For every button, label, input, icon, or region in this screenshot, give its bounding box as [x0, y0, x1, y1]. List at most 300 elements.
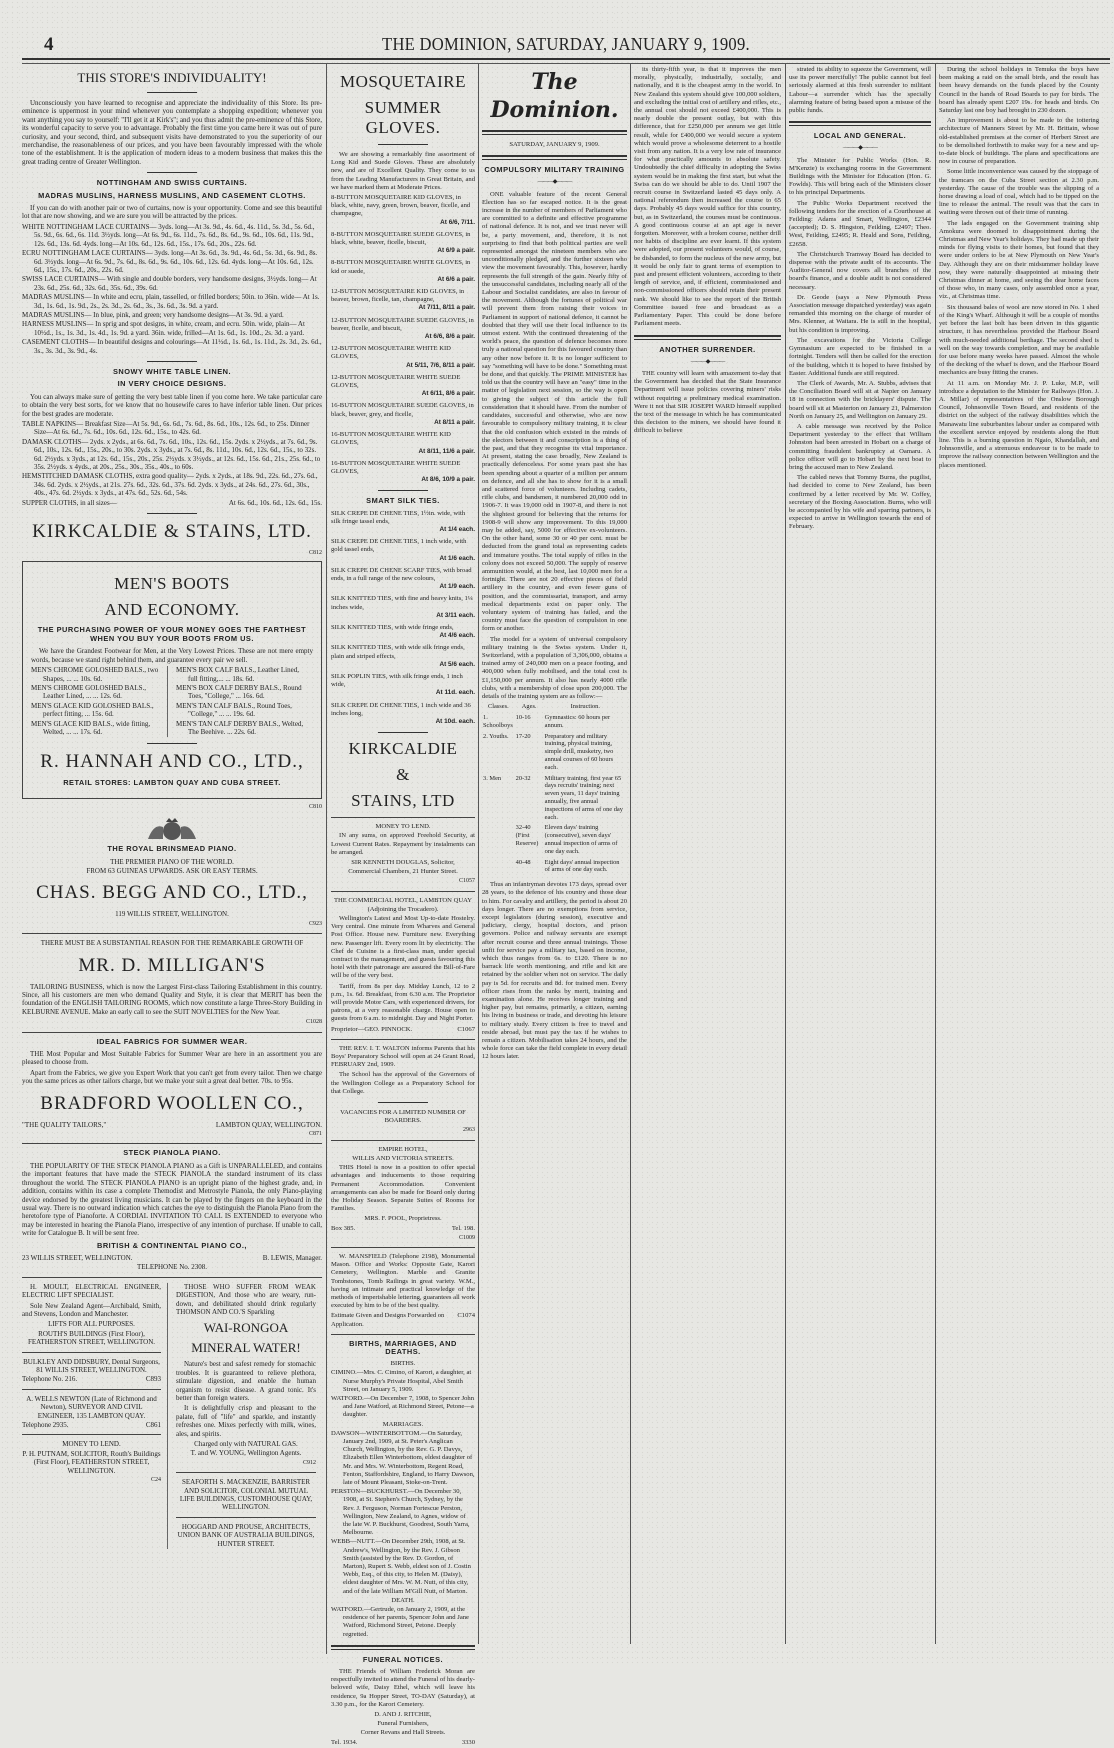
list-item: MEN'S TAN CALF DERBY BALS., Welted, The Beehive. ... 22s. 6d. — [176, 719, 304, 736]
page-number: 4 — [44, 34, 54, 55]
list-item: DAWSON—WINTERBOTTOM.—On Saturday, January 2nd, 1909, at St. Peter's Anglican Church, Wellington, by the Rev. G. P. Davys, Elizabeth Ellen Winterbottom, eldest daughter of Mr. and Mrs. W. Winterbottom, Regent Road, Fenton, Staffordshire, England, to Harry Dawson, late of Mount Pleasant, Stoke-on-Trent. — [331, 1429, 475, 1486]
item-description: SILK KNITTED TIES, with wide silk fringe ends, plain and striped effects, — [331, 644, 465, 660]
divider — [22, 1032, 322, 1033]
advertiser-name: BRADFORD WOOLLEN CO., — [40, 1092, 304, 1114]
headline: MINERAL WATER! — [191, 1340, 301, 1356]
item-price: At 6/11, 8/6 a pair. — [421, 390, 475, 398]
double-rule — [482, 130, 627, 135]
two-column-ads — [31, 666, 313, 737]
item-price: At 3/11 each. — [436, 611, 475, 619]
item-price: At 6/6, 7/11. — [440, 218, 475, 226]
centered-text: SIR KENNETH DOUGLAS, Solicitor, — [351, 859, 455, 866]
divider — [22, 1389, 161, 1390]
centered-text: Funeral Furnishers, — [377, 1720, 429, 1728]
local-and-general-column — [789, 66, 931, 534]
text-row — [22, 1421, 161, 1429]
editorial-column-continued — [634, 66, 781, 438]
item-description: SILK CREPE DE CHENE TIES, 1 inch wide, with gold tassel ends, — [331, 538, 467, 554]
paragraph: We have the Grandest Footwear for Men, at the Very Lowest Prices. These are not mere empty words, because we stand right behind them, and guarantee every pair we sell. — [31, 647, 313, 664]
section-heading: SNOWY WHITE TABLE LINEN. — [112, 366, 232, 376]
headline: WAI-RONGOA — [203, 1320, 289, 1336]
advertiser-name: KIRKCALDIE & STAINS, LTD. — [32, 521, 312, 543]
divider — [147, 361, 197, 362]
paragraph: THE Most Popular and Most Suitable Fabrics for Summer Wear are here in an assortment you are pleased to choose from. — [22, 1050, 322, 1067]
row-right-text: Tel. 198. — [451, 1224, 475, 1232]
paragraph: Some little inconvenience was caused by the stoppage of the tramcars on the Cuba Street section at 2.30 p.m. yesterday. The cause of the trouble was the slipping of a horse drawing a load of coal, which had to be tipped on the line to release the animal. The result was that the cars in waiting were thrown out of their time of running. — [939, 168, 1099, 217]
row-left-text: Telephone No. 216. — [22, 1375, 78, 1384]
table-row — [482, 733, 627, 775]
paragraph: its thirty-fifth year, is that it improves the men morally, physically, industrially, socially, and nationally, and it is the cheapest army in the world. In New Zealand this system should give 100,000 soldiers, and excluding the initial cost of artillery and rifles, etc., the annual cost should not exceed £400,000. This is nearly double the present outlay, but with this difference, that for £250,000 per annum we get little result, while for £400,000 we would secure a system which would prove a wholesome deterrent to a hostile visit from any nation. It is a very low rate of insurance for what practically amounts to absolute safety. Undoubtedly the chief difficulty in adopting the Swiss system would be in making the first start, but what the Swiss can do we should be able to do. Until 1907 the recruit course in Switzerland lasted 45 days only. A national referendum then increased the course to 65 days. Probably 45 days would suffice for this country, but, as in Switzerland, the courses must be continuous. A good continuous course at an apt age is never forgotten. Moreover, with a broken course, neither drill nor habits of discipline are ever learnt. If this system were adopted, our present volunteers would, of course, be disbanded, to form the nucleus of the new army, but it would be only fair to grant terms of exemption to past and present efficient volunteers, according to their length of service, and, if efficient, commissioned and non-commissioned officers should retain their present rank. We should like to see the report of the British Committee issued free and broadcast as a Parliamentary Paper. This could be done before Parliament meets. — [634, 66, 781, 328]
section-heading: FUNERAL NOTICES. — [362, 1654, 444, 1664]
headline: KIRKCALDIE — [348, 739, 458, 759]
paragraph: Dr. Geode (says a New Plymouth Press Association message dispatched yesterday) was again remanded this morning on the charge of murder of Mrs. Klenner, at Waitara. He is still in the hospital, but his condition is improving. — [789, 293, 931, 334]
row-right-text: C893 — [145, 1375, 161, 1384]
item-price: At 4/6 each. — [439, 632, 475, 640]
double-rule — [331, 1645, 475, 1650]
row-left-text: 23 WILLIS STREET, WELLINGTON. — [22, 1253, 133, 1262]
paragraph: THE country will learn with amazement to-day that the Government has decided that the State Insurance Department will issue policies covering miners' risks without requiring a preliminary medical examination. Were it not that SIR JOSEPH WARD himself supplied the text of the message in which he has communicated this decision to the miners, we should have found it difficult to believe — [634, 369, 781, 435]
two-column-ads — [22, 1283, 322, 1549]
divider — [147, 172, 197, 173]
column-divider — [785, 64, 786, 1644]
centered-text: MRS. F. POOL, Proprietress. — [364, 1215, 442, 1223]
item-description: SILK CREPE DE CHENE SCARF TIES, with broad ends, in a full range of the new colours, — [331, 566, 472, 582]
price-item — [331, 673, 475, 698]
paragraph: You can always make sure of getting the very best table linen if you come here. We take particular care to obtain the very best sorts, for we know that no housewife cares to have inferior table linen. Our prices for the best grades are moderate. — [22, 392, 322, 418]
table-cell: 40-48 — [515, 858, 531, 866]
table-row — [482, 775, 627, 825]
section-heading: IDEAL FABRICS FOR SUMMER WEAR. — [96, 1036, 248, 1046]
advertiser-name: MR. D. MILLIGAN'S — [78, 954, 266, 976]
centered-text: A. WELLS NEWTON (Late of Richmond and Newton), SURVEYOR AND CIVIL ENGINEER, 135 LAMBTON QUAY. — [26, 1394, 157, 1420]
table-cell: Gymnastics: 60 hours per annum. — [544, 714, 611, 729]
text-row — [331, 1026, 475, 1034]
item-description: SILK CREPE DE CHENE TIES, 1½in. wide, with silk fringe tassel ends, — [331, 509, 466, 525]
paragraph: At 11 a.m. on Monday Mr. J. P. Luke, M.P., will introduce a deputation to the Minister for Railways (Hon. J. A. Millar) of representatives of the Onslow Borough Council, Johnsonville Town Board, and residents of the district on the subject of the railway disabilities which the Manawatu line suburbanites labour under as compared with the excellent service enjoyed by residents along the Hutt line. This is a burning question in Ngaio, Khandallah, and Johnsonville, and a strenuous endeavour is to be made to improve the railway connection between Wellington and the places mentioned. — [939, 379, 1099, 469]
text-row — [22, 1375, 161, 1383]
section-heading: BIRTHS, MARRIAGES, AND DEATHS. — [349, 1338, 457, 1356]
centered-text: D. AND J. RITCHIE, — [374, 1711, 432, 1719]
table-cell: 10-16 — [515, 714, 531, 721]
section-heading: BRITISH & CONTINENTAL PIANO CO., — [97, 1240, 247, 1250]
item-description: 12-BUTTON MOSQUETAIRE WHITE KID GLOVES, — [331, 345, 451, 361]
column-divider — [935, 64, 936, 1644]
advertisement-column — [22, 66, 322, 1549]
table-cell: 3. Men — [483, 774, 502, 782]
table-header-row — [482, 703, 627, 714]
item-price: At 6/9 a pair. — [437, 247, 475, 255]
divider — [331, 1039, 475, 1040]
paragraph: H. MOULT, ELECTRICAL ENGINEER, ELECTRIC LIFT SPECIALIST. — [22, 1282, 161, 1300]
section-heading: THE ROYAL BRINSMEAD PIANO. — [107, 844, 237, 854]
row-right-text: 3330 — [461, 1738, 475, 1746]
page-header — [22, 34, 1110, 54]
list-item: MEN'S BOX CALF BALS., Leather Lined, full fitting,... ... 18s. 6d. — [176, 666, 299, 683]
centered-text: WILLIS AND VICTORIA STREETS. — [352, 1154, 454, 1162]
item-description: SILK KNITTED TIES, with wide fringe ends, — [331, 623, 454, 631]
text-row — [22, 499, 322, 507]
masthead: The Dominion. — [490, 69, 619, 123]
row-right-text: B. LEWIS, Manager. — [262, 1253, 322, 1262]
price-item — [331, 460, 475, 485]
paragraph: Wellington's Latest and Most Up-to-date Hostelry. Very central. One minute from Wharves and General Post Office. House new. Furniture new. Everything new. Passenger lift. Every room lit by electricity. The Chef de Cuisine is a first-class man, under special contract to the management, and guests favouring this hotel with their patronage are assured the Bill-of-Fare will be of the very best. — [331, 915, 475, 980]
ad-code: C812 — [308, 550, 322, 557]
centered-text: Commercial Chambers, 21 Hunter Street. — [348, 868, 458, 876]
centered-text: THE COMMERCIAL HOTEL, LAMBTON QUAY — [333, 896, 473, 904]
ad-code: C923 — [308, 920, 322, 927]
centered-text: HOGGARD AND PROUSE, ARCHITECTS, UNION BANK OF AUSTRALIA BUILDINGS, HUNTER STREET. — [177, 1522, 315, 1548]
divider — [331, 817, 475, 818]
section-heading: SMART SILK TIES. — [366, 496, 440, 506]
table-cell: 2. Youths. — [483, 732, 509, 740]
paragraph: The Minister for Public Works (Hon. R. M'Kenzie) is exchanging rooms in the Government Buildings with the Minister for Education (Hon. G. Fowlds). This will bring each of the Ministers closer to his principal Departments. — [789, 156, 931, 197]
row-left-text: SUPPER CLOTHS, in all sizes— — [22, 498, 117, 507]
paragraph: The Christchurch Tramway Board has decided to dispense with the private audit of its accounts. The Auditor-General now covers all branches of the board's finance, and a double audit is not considered necessary. — [789, 250, 931, 291]
centered-text: DEATH. — [391, 1596, 415, 1604]
list-item: MEN'S GLACE KID GOLOSHED BALS., perfect fitting, ... 15s. 6d. — [31, 701, 154, 719]
section-heading: MADRAS MUSLINS, HARNESS MUSLINS, AND CASEMENT CLOTHS. — [38, 190, 306, 200]
paragraph: A cable message was received by the Police Department yesterday to the effect that William Johnston had been arrested in Hobart on a charge of committing fraudulent bankruptcy at Oamaru. A police officer will go to Hobart by the next boat to bring the accused man to New Zealand. — [789, 422, 931, 471]
divider — [22, 1434, 161, 1435]
list-item: ECRU NOTTINGHAM LACE CURTAINS— 3yds. long—At 3s. 6d., 3s. 9d., 4s. 6d., 5s. 3d., 6s. 9d., 8s. 6d. 3½yds. long—At 6s. 9d., 7s. 6d., 8s. 6d., 9s. 6d., 10s. 6d., 12s. 6d. 4yds. long—At 10s. 6d., 12s. 6d., 15s., 17s. 6d., 20s., 22s. 6d. — [22, 249, 318, 274]
paragraph: W. MANSFIELD (Telephone 2198), Monumental Mason. Office and Works: Opposite Gate, Karori Cemetery, Wellington. Marble and Granite Tombstones, Tomb Railings in great variety. W.M., having an intimate and practical knowledge of the methods of imperishable lettering, guarantees all work executed by him to be of the best quality. — [331, 1252, 475, 1310]
centered-text: MONEY TO LEND. — [62, 1440, 121, 1449]
item-price: At 6/6, 8/6 a pair. — [424, 333, 475, 341]
column-divider — [478, 64, 479, 1644]
table-cell: 17-20 — [515, 732, 531, 740]
item-price: At 1/4 each. — [439, 525, 475, 533]
centered-text: 119 WILLIS STREET, WELLINGTON. — [115, 910, 229, 919]
table-row — [482, 859, 627, 878]
item-description: SILK CREPE DE CHENE TIES, 1 inch wide and 36 inches long, — [331, 701, 471, 717]
row-left-text: Estimate Given and Designs Forwarded on Application. — [331, 1312, 445, 1328]
divider — [22, 1277, 322, 1278]
table-header: Ages. — [521, 703, 537, 711]
centered-text: TELEPHONE No. 2308. — [137, 1263, 207, 1272]
ad-code: C1009 — [458, 1234, 475, 1241]
ad-subcolumn — [176, 666, 313, 737]
section-heading: STECK PIANOLA PIANO. — [123, 1148, 221, 1158]
ad-code: C912 — [302, 1459, 316, 1466]
paragraph: It is delightfully crisp and pleasant to the palate, full of "life" and sparkle, and instantly refreshes one. Mixes perfectly with milk, wines, ales, and spirits. — [176, 1404, 316, 1438]
row-left-text: Proprietor—GEO. PINNOCK. — [331, 1025, 413, 1033]
row-left-text: Tel. 1934. — [331, 1738, 358, 1746]
centered-text: SEAFORTH S. MACKENZIE, BARRISTER AND SOLICITOR, COLONIAL MUTUAL LIFE BUILDINGS, CUSTOMHOUSE QUAY, WELLINGTON. — [179, 1478, 313, 1512]
row-right-text: C861 — [145, 1421, 161, 1430]
advertisement-notices-column — [331, 66, 475, 1748]
paragraph: ONE valuable feature of the recent General Election has so far escaped notice. It is the great increase in the number of members of Parliament who are committed to a definite and effective programme of national defence. It is not, and we trust never will be, a party movement, and, therefore, it is not surprising to find that both political parties are well represented amongst the nineteen members who are unconditionally pledged, and the further sixteen who view the movement favourably. This, however, hardly represents the full strength of the gain. Nearly fifty of the unsuccessful candidates, including nearly all of the Labour and Socialist candidates, are also in favour of the movement. Although the fortunes of political war will prevent them from raising their voices in Parliament in support of national defence, it cannot be doubted that they will use their local influence to its utmost extent. With the continued threatening of the world's peace, the question of defence becomes more truly a national question for this favoured country than any other now before it. It is no longer sufficient to say "something will have to be done." Something must be done, and that quickly. The PRIME MINISTER has told us that the country will have an "easy" time in the matter of legislation next session, so the way is open to giving the subject of this article the full consideration that it should have. From the number of candidates, successful and otherwise, who are now favourable to compulsory military training, it is clear that the old confusion which existed in the minds of the electors between it and conscription is a thing of the past, and that they recognise its vital importance. At present, stating the case broadly, New Zealand is practically defenceless. For some years past she has been spending about a quarter of a million per annum on defence, and all she has to show for it is a small and scattered force of volunteers. Including cadets, rifle clubs, and bandsmen, it numbered 20,000 odd in 1906-7. It was 19,000 odd in 1907-8, and there is not the slightest ground for believing that the returns for 1908-9 will show any improvement. To this 19,000 may be added, say, 5000 for effective ex-volunteers. On the other hand, some 30 or 40 per cent. must be deducted from the grand total as representing cadets and immature youths. The total supply of rifles in the colony does not exceed 50,000. The supply of reserve ammunition would, at the best, last 10,000 men for a fortnight. There are not 20 effective pieces of field artillery in the country, and even fewer guns of position, and the commissariat, transport, and army medical departments exist on paper only. The voluntary system of training has failed, and the country must face the question of compulsion in one form or another. — [482, 190, 627, 633]
price-item — [331, 624, 475, 640]
headline: MOSQUETAIRE — [340, 72, 466, 91]
section-heading: THE PURCHASING POWER OF YOUR MONEY GOES THE FARTHEST WHEN YOU BUY YOUR BOOTS FROM US. — [37, 625, 307, 643]
item-price: At 6/6 a pair. — [437, 275, 475, 283]
advertiser-name: R. HANNAH AND CO., LTD., — [40, 751, 304, 773]
paragraph: The model for a system of universal compulsory military training is the Swiss system. Under it, Switzerland, with a population of 3,306,000, obtains a trained army of 240,000 men on a peace footing, and 400,000 when fully mobilised, and the total cost is £1,150,000 per annum. It also has nearly 4000 rifle clubs, with a membership of close upon 200,000. The details of the training system are as follow:— — [482, 635, 627, 700]
list-item: MADRAS MUSLINS— In white and ecru, plain, tasselled, or frilled borders; 50in. to 36in. wide— At 1s. 3d., 1s. 6d., 1s. 9d., 2s., 2s. 3d., 2s. 6d., 3s., 3s. 6d., 3s. 9d. a yard. — [22, 293, 320, 310]
centered-text: VACANCIES FOR A LIMITED NUMBER OF BOARDERS. — [340, 1109, 466, 1125]
section-heading: LOCAL AND GENERAL. — [813, 131, 907, 141]
row-right-text: At 6s. 6d., 10s. 6d., 12s. 6d., 15s. — [228, 498, 322, 507]
ad-code: C871 — [308, 1131, 322, 1138]
divider — [331, 1247, 475, 1248]
table-cell: 32-40 (First Reserve) — [515, 824, 539, 847]
headline: MEN'S BOOTS — [114, 574, 230, 594]
double-rule — [634, 335, 781, 340]
headline: THIS STORE'S INDIVIDUALITY! — [77, 70, 267, 85]
divider — [378, 732, 428, 733]
ad-code: 2963 — [463, 1127, 475, 1134]
section-heading: RETAIL STORES: LAMBTON QUAY AND CUBA STREET. — [63, 778, 281, 788]
ad-subcolumn — [22, 1283, 168, 1549]
item-price: At 11d. each. — [435, 689, 475, 697]
table-header: Instruction. — [570, 703, 600, 711]
item-description: 8-BUTTON MOSQUETAIRE KID GLOVES, in black, white, navy, green, brown, beaver, ficelle, and champagne, — [331, 194, 471, 218]
section-heading: NOTTINGHAM AND SWISS CURTAINS. — [96, 178, 248, 188]
list-item: CIMINO.—Mrs. C. Cimino, of Karori, a daughter, at Nurse Murphy's Private Hospital, Abel Smith Street, on January 5, 1909. — [331, 1369, 472, 1393]
headline: AND ECONOMY. — [104, 600, 240, 620]
paragraph: THE POPULARITY OF THE STECK PIANOLA PIANO as a Gift is UNPARALLELED, and contains the important features that have made the STECK PIANOLA the standard instrument of its class throughout the world. The STECK PIANOLA PIANO is an upright piano of the highest grade, and, in addition, contains within its case a complete Themodist and Metrostyle Pianola, the only Piano-playing device endorsed by the greatest living musicians. It can be played by the fingers on the keyboard in the usual way. There is no outward indication which catches the eye to distinguish the Pianola Piano from the heretofore type of Pianoforte. A CORDIAL INVITATION TO CALL IS EXTENDED to everyone who may be interested in hearing the Pianola Piano, irrespective of any intention of purchase. If unable to call, write for Catalogue B. It will be sent free. — [22, 1161, 322, 1238]
list-item: HEMSTITCHED DAMASK CLOTHS, extra good quality— 2yds. x 2yds., at 18s. 9d., 22s. 6d., 27s. 6d., 34s. 6d. 2yds. x 2½yds., at 21s. 27s. 6d., 32s. 6d., 37s. 6d. 2yds. x 3yds., at 24s. 6d., 27s. 6d., 30s., 40s., 47s. 6d. 2½yds. x 3yds., at 47s. 6d., 52s. 6d., 54s. — [22, 472, 318, 498]
item-description: 12-BUTTON MOSQUETAIRE SUEDE GLOVES, in beaver, ficelle, and biscuit, — [331, 316, 474, 332]
price-item — [331, 538, 475, 563]
row-left-text: Box 385. — [331, 1224, 356, 1232]
text-row — [331, 1739, 475, 1747]
ad-code: C1028 — [305, 1019, 322, 1026]
price-item — [331, 231, 475, 256]
list-item: WATFORD.—On December 7, 1908, to Spencer John and Jane Watford, at Richmond Street, Petone—a daughter. — [331, 1394, 475, 1419]
item-price: At 8/11, 11/6 a pair. — [418, 447, 475, 455]
text-row — [22, 1121, 322, 1129]
divider — [378, 490, 428, 491]
centered-text: (Adjoining the Trocadero). — [367, 905, 439, 913]
item-price: At 1/6 each. — [439, 554, 475, 562]
royal-crest-icon — [144, 817, 200, 841]
item-price: At 8/11 a pair. — [434, 418, 475, 426]
price-item — [331, 345, 475, 370]
row-right-text: LAMBTON QUAY, WELLINGTON. — [215, 1120, 322, 1129]
ornament-divider — [634, 358, 781, 366]
divider — [176, 1517, 316, 1518]
double-rule — [482, 155, 627, 160]
item-price: At 5/6 each. — [439, 660, 475, 668]
price-item — [331, 431, 475, 456]
divider — [378, 144, 428, 145]
row-left-text: Telephone 2935. — [22, 1421, 69, 1430]
centered-text: MARRIAGES. — [382, 1420, 424, 1428]
paragraph: The Clerk of Awards, Mr. A. Stubbs, advises that the Conciliation Board will sit at Napier on January 18 in connection with the bricklayers' dispute. The board will sit at Masterton on January 21, Palmerston North on January 25, and Wellington on January 29. — [789, 379, 931, 420]
list-item: SWISS LACE CURTAINS— With single and double borders, very handsome designs, 3½yds. long— At 23s. 6d., 25s. 6d., 32s. 6d., 35s. 6d., 39s. 6d. — [22, 275, 317, 292]
centered-text: THERE MUST BE A SUBSTANTIAL REASON FOR THE REMARKABLE GROWTH OF — [40, 939, 304, 948]
table-cell: Military training, first year 65 days recruits' training; next seven years, 11 days' training annually, five annual inspections of arms of one day each. — [544, 774, 623, 821]
centered-text: P. H. PUTNAM, SOLICITOR, Routh's Buildings (First Floor), FEATHERSTON STREET, WELLINGTON. — [22, 1449, 161, 1475]
section-heading: COMPULSORY MILITARY TRAINING — [484, 165, 625, 175]
centered-text: EMPIRE HOTEL, — [378, 1145, 428, 1153]
divider — [22, 933, 322, 934]
paragraph: An improvement is about to be made to the tottering architecture of Manners Street by Mr. H. Brittain, whose old-established premises at the corner of Herbert Street are to be demolished forthwith to make way for a new and up-to-date block of buildings. The plans and specifications are now in course of preparation. — [939, 117, 1099, 166]
paragraph: If you can do with another pair or two of curtains, now is your opportunity. Come and see this beautiful lot that are now showing, and we are sure you will be attracted by the prices. — [22, 204, 322, 221]
divider — [176, 1472, 316, 1473]
list-item: HARNESS MUSLINS— In sprig and spot designs, in white, cream, and ecru. 50in. wide, plain— At 10½d., 1s., 1s. 3d., 1s. 4d., 1s. 9d. a yard. 36in. wide, frilled—At 1s. 6d., 1s. 10d., 2s. 3d. a yard. — [22, 320, 305, 337]
header-rule — [22, 58, 1110, 64]
list-item: TABLE NAPKINS— Breakfast Size—At 5s. 9d., 6s. 6d., 7s. 6d., 8s. 6d., 10s., 12s. 6d., to 25s. Dinner Size—At 6s. 6d., 7s. 6d., 10s. 6d., 12s. 6d., 15s., to 42s. 6d. — [22, 420, 310, 437]
row-right-text: C1074 — [457, 1312, 475, 1320]
price-item — [331, 510, 475, 535]
item-price: At 8/6, 10/9 a pair. — [421, 476, 475, 484]
item-description: SILK POPLIN TIES, with silk fringe ends, 1 inch wide, — [331, 672, 463, 689]
list-item: MEN'S CHROME GOLOSHED BALS., two Shapes, ... ... 10s. 6d. — [31, 666, 159, 683]
item-description: 8-BUTTON MOSQUETAIRE SUEDE GLOVES, in black, white, beaver, ficelle, biscuit, — [331, 230, 471, 247]
divider — [147, 92, 197, 93]
paragraph: Six thousand bales of wool are now stored in No. 1 shed of the King's Wharf. Although it will be a couple of months yet before the last bolt has been driven in this gigantic structure, it has nevertheless provided the Harbour Board with much-needed additional berthage. The second shed is well on the way towards completion, and may be available for use before many weeks have passed. Almost the whole of the decking of the wharf is down, and the Harbour Board mechanics are busy fitting the cranes. — [939, 303, 1099, 377]
table-row — [482, 714, 627, 733]
section-heading: IN VERY CHOICE DESIGNS. — [117, 379, 227, 389]
table-cell: Eleven days' training (consecutive), seven days' annual inspection of arms of one day each. — [544, 824, 618, 855]
centered-text: BIRTHS. — [390, 1360, 416, 1368]
news-items-column — [939, 66, 1099, 472]
headline: STAINS, LTD — [351, 791, 455, 811]
ad-code: C1057 — [458, 878, 475, 885]
list-item: MEN'S BOX CALF DERBY BALS., Round Toes, "College," ... 16s. 6d. — [176, 683, 302, 701]
centered-text: FROM 63 GUINEAS UPWARDS. ASK OR EASY TERMS. — [86, 866, 258, 875]
paragraph: TAILORING BUSINESS, which is now the Largest First-class Tailoring Establishment in this country. Since, all his customers are men who demand Quality and Style, it is clear that MERIT has been the foundation of the ENGLISH TAILORING ROOMS, which now constitute a large Three-Story Building in KELBURNE AVENUE. Make an early call to see the SUIT NOVELTIES for the New Year. — [22, 982, 322, 1016]
paragraph: Tariff, from 8s per day. Midday Lunch, 12 to 2 p.m., 1s. 6d. Breakfast, from 6.30 a.m. The Proprietor will provide Motor Cars, with experienced drivers, for patrons, at a very reasonable charge. House open to guests from 6 a.m. to midnight. Day and Night Porter. — [331, 982, 475, 1023]
centered-text: ROUTH'S BUILDINGS (First Floor), FEATHERSTON STREET, WELLINGTON. — [27, 1329, 156, 1347]
list-item: DAMASK CLOTHS— 2yds. x 2yds., at 6s. 6d., 7s. 6d., 10s., 12s. 6d., 15s. 2yds. x 2½yds., at 7s. 6d., 9s. 6d., 10s., 12s. 6d., 15s., 20s., to 30s. 2yds. x 3yds., at 7s. 6d., 8s. 11d., 10s. 6d., 12s. 6d., 15s., to 32s. 6d. 2½yds. x 3yds., at 12s. 6d., 15s., 20s., 25s. 2½yds. x 3½yds., at 12s. 6d., 15s. 6d., 21s., 25s. 6d., to 35s. 2½yds. x 4yds., at 20s., 25s., 30s., 35s., 40s., to 60s. — [22, 437, 321, 472]
paragraph: Nature's best and safest remedy for stomachic troubles. It is guaranteed to relieve plethora, stimulate digestion, and enable the human organism to resist disease. A grand tonic. It's better than foreign waters. — [176, 1360, 316, 1402]
editorial-column — [482, 66, 627, 1064]
paragraph: During the school holidays in Temuka the boys have been making a raid on the small birds, and the result has been heavy demands on the funds placed by the County Council in the hands of Road Boards to pay for birds. The board has already spent £207 19s. for heads and birds. On Saturday last one boy had brought in 230 dozen. — [939, 66, 1099, 115]
text-row — [331, 1312, 475, 1328]
newspaper-title: THE DOMINION, SATURDAY, JANUARY 9, 1909. — [382, 34, 750, 54]
item-description: 12-BUTTON MOSQUETAIRE KID GLOVES, in beaver, brown, ficelle, tan, champagne, — [331, 288, 465, 304]
item-price: At 1/9 each. — [439, 583, 475, 591]
price-item — [331, 194, 475, 227]
row-left-text: "THE QUALITY TAILORS," — [22, 1120, 107, 1129]
item-description: 8-BUTTON MOSQUETAIRE WHITE GLOVES, in kid or suede, — [331, 259, 471, 275]
divider — [147, 513, 197, 514]
item-price: At 10d. each. — [435, 717, 475, 725]
item-price: At 7/11, 8/11 a pair. — [418, 304, 475, 312]
list-item: MEN'S TAN CALF BALS., Round Toes, "College," ... ... 19s. 6d. — [176, 701, 292, 719]
paragraph: The Public Works Department received the following tenders for the erection of a Courthouse at Feilding: Adams and Smart, Wellington, £2344 (accepted); D. S. Hingston, Feilding, £2497; Theo. West, Feilding, £2495; R. Heald and Sons, Feilding, £2658. — [789, 199, 931, 248]
ornament-divider — [789, 144, 931, 152]
paragraph: The cabled news that Tommy Burns, the pugilist, had decided to come to New Zealand, has been confirmed by a letter received by Mr. W. Coffey, secretary of the Boxing Association. Burns, who will be accompanied by his wife and sparring partners, is expected to arrive in Wellington towards the end of February. — [789, 474, 931, 531]
price-item — [331, 644, 475, 669]
advertiser-name: CHAS. BEGG AND CO., LTD., — [36, 882, 308, 904]
headline: SUMMER GLOVES. — [364, 98, 442, 137]
list-item: MEN'S GLACE KID BALS., wide fitting, Welted, ... ... 17s. 6d. — [31, 719, 151, 736]
price-item — [331, 595, 475, 620]
ad-subcolumn — [176, 1283, 322, 1549]
paragraph: We are showing a remarkably fine assortment of Long Kid and Suede Gloves. These are absolutely new, and are of Excellent Quality. They come to us from the Leading Manufacturers in Great Britain, and we have marked them at Moderate Prices. — [331, 151, 475, 191]
item-description: 16-BUTTON MOSQUETAIRE WHITE KID GLOVES, — [331, 431, 451, 447]
price-item — [331, 402, 475, 427]
table-cell: 1. Schoolboys — [483, 714, 513, 729]
list-item: WEBB—NUTT.—On December 29th, 1908, at St. Andrew's, Wellington, by the Rev. J. Gibson Smith (assisted by the Rev. D. Gordon, of Marton), Rupert S. Webb, eldest son of J. Costin Webb, Esq., of this city, to Helen M. (Daisy), eldest daughter of Mrs. W. M. Nutt, of this city, and of the late William M'Gill Nutt, of Marton. — [331, 1538, 471, 1595]
divider — [331, 891, 475, 892]
divider — [331, 1140, 475, 1141]
divider — [147, 743, 197, 744]
paragraph: THIS Hotel is now in a position to offer special advantages and inducements to those requiring Permanent Accommodation. Convenient arrangements can also be made for Board only during the Holiday Season. Separate Suites of Rooms for Families. — [331, 1164, 475, 1213]
price-item — [331, 567, 475, 592]
divider — [22, 1352, 161, 1353]
price-item — [331, 288, 475, 313]
paragraph: The School has the approval of the Governors of the Wellington College as a Preparatory School for that College. — [331, 1071, 475, 1095]
item-description: 16-BUTTON MOSQUETAIRE SUEDE GLOVES, in black, beaver, grey, and ficelle, — [331, 402, 474, 418]
section-heading: ANOTHER SURRENDER. — [659, 344, 756, 354]
bordered-advertisement — [22, 561, 322, 798]
divider — [378, 1102, 428, 1103]
centered-text: SATURDAY, JANUARY 9, 1909. — [509, 141, 600, 148]
paragraph: The excavations for the Victoria College Gymnasium are expected to be finished in a fortnight. Tenders will then be called for the erection of the building, which it is hoped to have finished by Easter. Additional funds are still required. — [789, 336, 931, 377]
price-item — [331, 374, 475, 399]
column-divider — [326, 64, 327, 1654]
table-cell — [482, 824, 515, 858]
table-cell: 20-32 — [515, 774, 531, 782]
row-right-text: C1067 — [457, 1025, 475, 1033]
centered-text: LIFTS FOR ALL PURPOSES. — [48, 1320, 135, 1329]
text-row — [331, 1225, 475, 1233]
centered-text: BULKLEY AND DIDSBURY, Dental Surgeons, 81 WILLIS STREET, WELLINGTON. — [23, 1357, 160, 1374]
column-divider — [630, 64, 631, 1644]
paragraph: THE REV. I. T. WALTON informs Parents that his Boys' Preparatory School will open at 24 Grant Road, FEBRUARY 2nd, 1909. — [331, 1044, 475, 1069]
divider — [22, 1143, 322, 1144]
centered-text: Corner Revans and Hall Streets. — [360, 1729, 446, 1737]
price-item — [331, 317, 475, 342]
ornament-divider — [482, 178, 627, 186]
price-item — [331, 702, 475, 727]
text-row — [22, 1254, 322, 1262]
paragraph: THE Friends of William Frederick Moran are respectfully invited to attend the Funeral of his dearly-beloved wife, Daisy Ethel, which will leave his residence, 9a Hopper Street, TO-DAY (Saturday), at 3.30 p.m., for the Karori Cemetery. — [331, 1668, 475, 1708]
list-item: MADRAS MUSLINS— In blue, pink, and green; very handsome designs—At 3s. 9d. a yard. — [22, 310, 284, 319]
table-row — [482, 824, 627, 858]
item-price: At 5/11, 7/6, 8/11 a pair. — [406, 361, 475, 369]
paragraph: strated its ability to squeeze the Government, will use its power mercifully! The public cannot but feel seriously alarmed at this fresh surrender to militant Labour—a surrender which has the specially alarming feature of being based upon a misuse of the public funds. — [789, 66, 931, 115]
table-cell: Preparatory and military training, physical training, simple drill, musketry, two annual courses of 60 hours each. — [544, 732, 614, 771]
centered-text: Charged only with NATURAL GAS. — [194, 1440, 298, 1449]
paragraph: Unconsciously you have learned to recognise and appreciate the individuality of this Store. Its pre-eminence is uppermost in your mind whenever you contemplate a shopping expedition; whenever you want anything you say to yourself: "I'll get it at Kirk's"; and you thus admit the pre-eminence of this Store, its wonderful capacity to serve you to advantage. Probably the first time you came here it was out of pure curiosity, and your second, third, and subsequent visits have demonstrated to you the superiority of our merchandise, the reasonableness of our prices, and you have been favourably impressed with the whole tone of the establishment. It is the application of modern ideas to a modern business that makes this the great trading centre of Greater Wellington. — [22, 99, 322, 166]
paragraph: Apart from the Fabrics, we give you Expert Work that you can't get from every tailor. Then we charge you the same prices as other tailors charge, but we make your suit a great deal better. 70s. to 95s. — [22, 1068, 322, 1086]
list-item: WATFORD.—Gertrude, on January 2, 1909, at the residence of her parents, Spencer John and Jane Watford, Richmond Street, Petone. Deeply regretted. — [331, 1606, 469, 1638]
item-description: 16-BUTTON MOSQUETAIRE WHITE SUEDE GLOVES, — [331, 459, 461, 475]
centered-text: THE PREMIER PIANO OF THE WORLD. — [110, 857, 234, 866]
paragraph: Thus an infantryman devotes 173 days, spread over 28 years, to the defence of his country and those dear to him. For cavalry and artillery, the period is about 20 days longer. There are no exemptions from service, except legislators (during session), executive and judiciary, clergy, hospital doctors, and prison governors. Police and railway servants are exempt after recruit course and three annual trainings. Those unfit for service pay a military tax, based on income, which thus ranges from 6s. to £120. There is no barrack life worth mentioning, and rifle and kit are retained by the soldier when not on service. The daily pay is 5d. for recruits and 8d. for trained men. Every officer rises from the ranks by merit, training and examination alone. He receives longer training and higher pay, but remains, primarily, a citizen, earning his living in business or trade, and devoting his leisure to military study. Every citizen is free to travel and reside abroad, but must pay the tax if he wishes to remain a citizen. Mobilisation takes 24 hours, and the whole force can take the field complete in every detail 12 hours later. — [482, 881, 627, 1061]
centered-text: MONEY TO LEND. — [375, 823, 431, 831]
list-item: WHITE NOTTINGHAM LACE CURTAINS— 3yds. long—At 3s. 9d., 4s. 6d., 4s. 11d., 5s. 3d., 5s. 6d., 5s. 9d., 6s. 6d., 6s. 11d. 3½yds. long—At 6s. 9d., 6s. 11d., 7s. 6d., 8s. 6d., 9s. 6d., 10s. 6d., 11s. 9d., 12s. 6d., 13s. 6d. 4yds. long—At 10s. 6d., 12s. 6d., 15s., 17s. 6d., 20s., 22s. 6d. — [22, 222, 315, 248]
divider — [331, 1334, 475, 1335]
paragraph: THOSE WHO SUFFER FROM WEAK DIGESTION, And those who are weary, run-down, and debilitated should drink regularly THOMSON AND CO.'S Sparkling — [176, 1282, 316, 1316]
item-description: 12-BUTTON MOSQUETAIRE WHITE SUEDE GLOVES, — [331, 373, 461, 390]
item-description: SILK KNITTED TIES, with fine and heavy knits, 1¼ inches wide, — [331, 595, 473, 611]
double-rule — [789, 121, 931, 126]
paragraph: The lads engaged on the Government training ship Amokura were doomed to disappointment during the Christmas and New Year's holidays. They had made up their minds for flying visits to their homes, but found that they were under orders to be at New Plymouth on New Year's Day. Although they are on their midsummer holiday leave now, they were naturally disappointed at missing their Christmas dinner at home, and seeing the dear home faces of those who, in many cases, only assembled once a year, viz., at Christmas time. — [939, 219, 1099, 301]
table-header: Classes. — [487, 703, 509, 711]
list-item: PERSTON—BUCKHURST.—On December 30, 1908, at St. Stephen's Church, Sydney, by the Rev. J. Ferguson, Norman Fortescue Perston, Wellington, New Zealand, to Agnes, widow of the late W. P. Buckhurst, Goodrest, South Yarra, Melbourne. — [331, 1488, 470, 1537]
table-cell — [482, 859, 515, 878]
table-cell: Eight days' annual inspection of arms of one day each. — [544, 858, 620, 874]
paragraph: IN any sums, on approved Freehold Security, at Lowest Current Rates. Repayment by instalments can be arranged. — [331, 832, 475, 856]
centered-text: T. and W. YOUNG, Wellington Agents. — [190, 1449, 302, 1458]
ad-subcolumn — [31, 666, 168, 737]
paragraph: Sole New Zealand Agent—Archibald, Smith, and Stevens, London and Manchester. — [22, 1301, 161, 1318]
price-item — [331, 259, 475, 284]
list-item: MEN'S CHROME GOLOSHED BALS., Leather Lined, ... ... 12s. 6d. — [31, 683, 147, 701]
ad-code: C24 — [150, 1477, 161, 1484]
ad-code: C810 — [308, 803, 322, 810]
headline: & — [396, 765, 410, 785]
list-item: CASEMENT CLOTHS— In beautiful designs and colourings—At 11½d., 1s. 6d., 1s. 11d., 2s. 3d., 2s. 6d., 3s., 3s. 3d., 3s. 9d., 4s. — [22, 338, 322, 355]
training-schedule-table — [482, 703, 627, 877]
